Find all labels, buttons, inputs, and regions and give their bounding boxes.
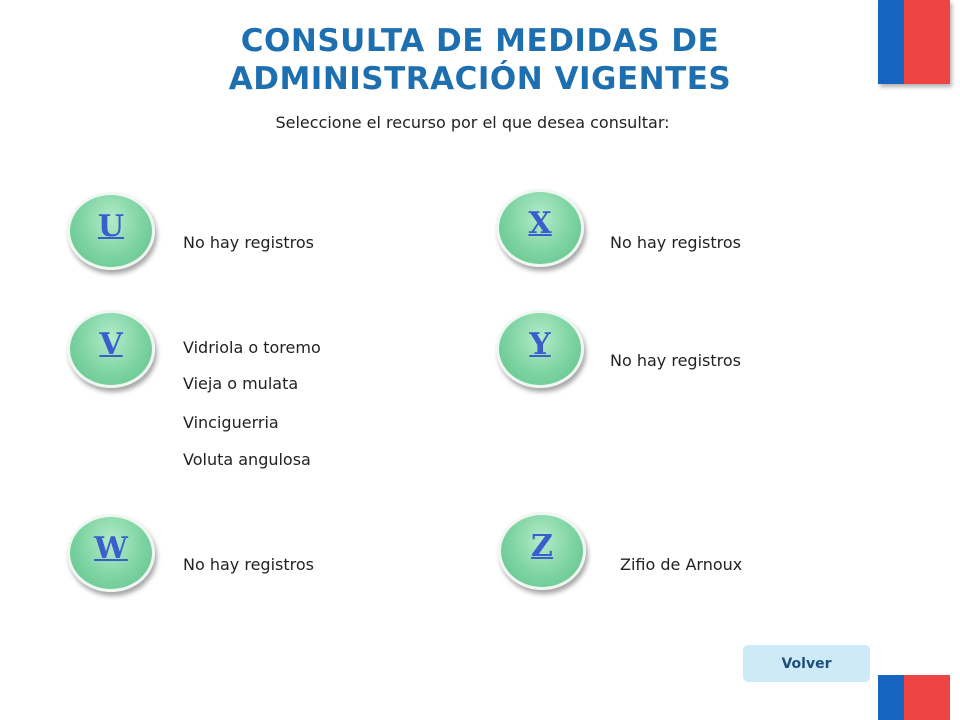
letter-w-no-records: No hay registros — [183, 555, 314, 574]
letter-x-button[interactable] — [496, 189, 584, 267]
back-button[interactable]: Volver — [743, 645, 870, 682]
letter-y-link[interactable]: Y — [529, 326, 551, 362]
letter-v-link[interactable]: V — [99, 326, 123, 362]
letter-w-link[interactable]: W — [94, 530, 128, 566]
page-title-line1: CONSULTA DE MEDIDAS DE — [240, 23, 720, 59]
letter-z-link[interactable]: Z — [531, 528, 553, 564]
flag-red-stripe-bottom — [904, 675, 950, 720]
letter-u-no-records: No hay registros — [183, 233, 314, 252]
page-subtitle: Seleccione el recurso por el que desea consultar: — [275, 113, 670, 132]
letter-u-button[interactable] — [67, 192, 155, 270]
letter-u-link[interactable]: U — [97, 208, 125, 244]
letter-y-button[interactable] — [496, 310, 584, 388]
letter-v-button[interactable] — [67, 310, 155, 388]
page-title — [0, 22, 960, 98]
flag-blue-stripe-bottom — [878, 675, 904, 720]
page-title-line2: ADMINISTRACIÓN VIGENTES — [228, 61, 732, 97]
species-zifio[interactable]: Zifio de Arnoux — [620, 555, 743, 574]
species-vidriola[interactable]: Vidriola o toremo — [183, 338, 321, 357]
letter-w-button[interactable] — [67, 514, 155, 592]
species-voluta[interactable]: Voluta angulosa — [183, 450, 311, 469]
chile-flag-bottom — [878, 675, 950, 720]
species-vinciguerria[interactable]: Vinciguerria — [183, 413, 279, 432]
letter-x-link[interactable]: X — [528, 205, 552, 241]
letter-y-no-records: No hay registros — [610, 351, 741, 370]
letter-x-no-records: No hay registros — [610, 233, 741, 252]
species-vieja[interactable]: Vieja o mulata — [183, 374, 299, 393]
letter-z-button[interactable] — [498, 512, 586, 590]
